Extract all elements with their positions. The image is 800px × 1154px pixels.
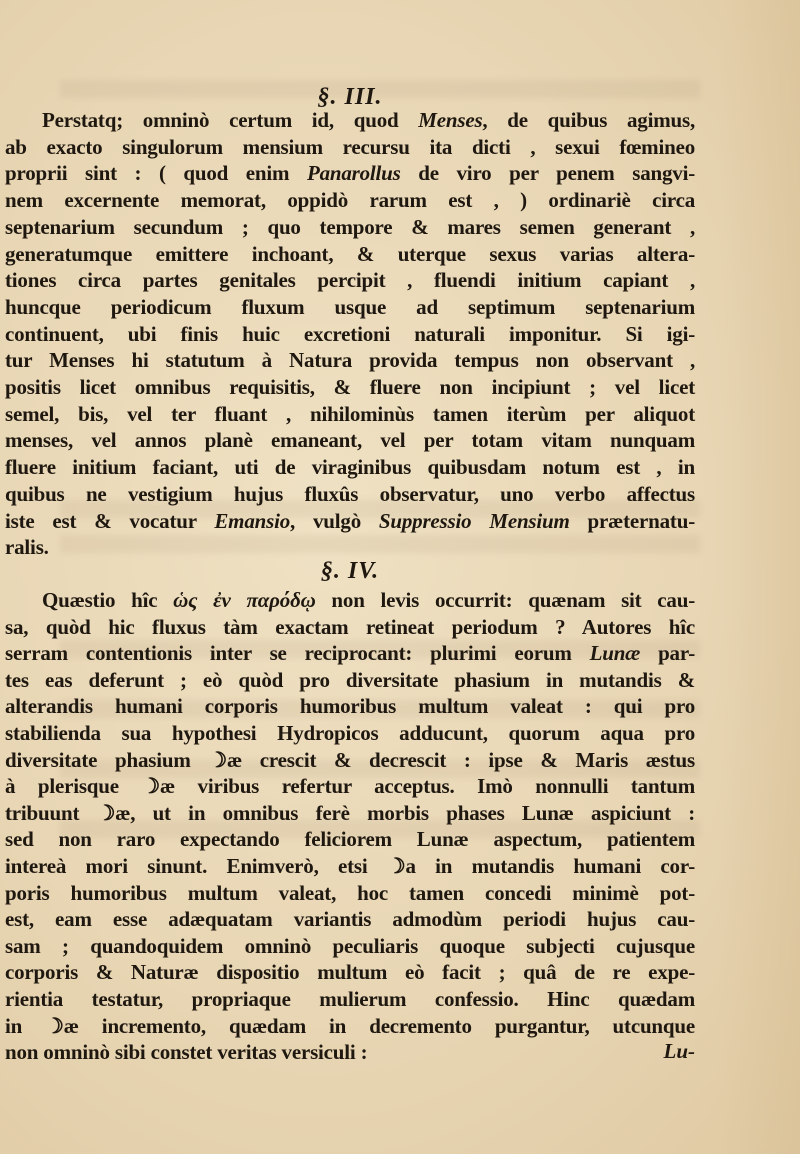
text-segment: de viro per penem sangvi- [400,161,695,186]
text-line [5,933,695,960]
text-line [5,959,695,986]
text-segment: alterandis humani corporis humoribus multum valeat : qui pro [5,694,695,719]
text-segment: tes eas deferunt ; eò quòd pro diversitate phasium in mutandis & [5,667,695,692]
text-line [5,321,695,348]
text-line [5,241,695,268]
text-line [5,508,695,535]
text-line [5,853,695,880]
text-line [5,294,695,321]
text-line [5,1013,695,1040]
text-line [5,800,695,827]
text-segment: stabilienda sua hypothesi Hydropicos adducunt, quorum aqua pro [5,721,695,745]
text-segment: iste est & vocatur [5,508,215,533]
text-segment: tur Menses hi statutum à Natura provida tempus non observant , [5,348,695,373]
section-heading-3: §. III. [317,84,383,110]
text-segment: sed non raro expectando feliciorem Lunæ aspectum, patientem [5,827,695,852]
text-line [5,906,695,933]
text-segment: fluere initium faciant, uti de viraginibus quibusdam notum est , in [5,455,695,480]
text-segment: rientia testatur, propriaque mulierum confessio. Hinc quædam [5,987,695,1011]
text-segment: proprii sint : ( quod enim [5,161,307,186]
text-line [5,640,695,667]
text-line [5,720,695,747]
text-segment: semel, bis, vel ter fluant , nihilominùs tamen iterùm per aliquot [5,401,695,426]
text-segment: par- [640,641,695,666]
text-line [5,187,695,214]
text-segment: serram contentionis inter se reciprocant: plurimi eorum [5,641,590,666]
catchword: Lu- [663,1039,695,1064]
text-line [5,401,695,428]
text-segment: diversitate phasium ☽æ crescit & decrescit : ipse & Maris æstus [5,747,695,772]
text-line [5,454,695,481]
text-segment: tribuunt ☽æ, ut in omnibus ferè morbis phases Lunæ aspiciunt : [5,800,695,825]
text-segment: præternatu- [569,508,695,533]
text-line [5,614,695,641]
text-segment: est, eam esse adæquatam variantis admodùm periodi hujus cau- [5,907,695,932]
text-line [5,667,695,694]
text-segment: , vulgò [290,508,379,533]
italic-text: Panarollus [306,161,401,186]
text-line [5,160,695,187]
text-segment: poris humoribus multum valeat, hoc tamen concedi minimè pot- [5,880,695,905]
text-line [42,107,695,134]
text-segment: Perstatq; omninò certum id, quod [42,108,419,132]
text-line [5,693,695,720]
text-line [5,880,695,907]
text-segment: corporis & Naturæ dispositio multum eò facit ; quâ de re expe- [5,960,695,985]
italic-text: Lunæ [589,641,641,666]
text-segment: menses, vel annos planè emaneant, vel per totam vitam nunquam [5,428,695,453]
text-line [5,374,695,401]
text-line [5,986,695,1013]
text-segment: ralis. [5,535,49,560]
text-segment: ab exacto singulorum mensium recursu ita dicti , sexui fœmineo [5,134,695,159]
text-segment: non levis occurrit: quænam sit cau- [315,588,695,612]
italic-text: Emansio [214,508,291,533]
text-segment: à plerisque ☽æ viribus refertur acceptus. Imò nonnulli tantum [5,774,695,799]
text-line [5,747,695,774]
text-segment: positis licet omnibus requisitis, & fluere non incipiunt ; vel licet [5,375,695,399]
text-line [5,427,695,454]
page-edge [718,0,800,1154]
italic-text: Suppressio Mensium [378,508,570,533]
text-line [5,267,695,294]
text-segment: non omninò sibi constet veritas versiculi : [5,1040,368,1065]
text-segment: Quæstio hîc [42,588,174,612]
text-line [5,214,695,241]
text-line [5,481,695,508]
text-segment: in ☽æ incremento, quædam in decremento purgantur, utcunque [5,1013,695,1038]
text-segment: , de quibus agimus, [482,108,695,132]
text-segment: sam ; quandoquidem omninò peculiaris quoque subjecti cujusque [5,933,695,958]
text-segment: nem excernente memorat, oppidò rarum est , ) ordinariè circa [5,188,695,213]
text-segment: tiones circa partes genitales percipit , fluendi initium capiant , [5,268,695,293]
italic-text: ὡς ἐν παρόδῳ [173,588,316,612]
text-line [5,347,695,374]
text-segment: intereà mori sinunt. Enimverò, etsi ☽a in mutandis humani cor- [5,854,695,878]
text-line [5,826,695,853]
section-heading-4: §. IV. [320,558,380,584]
text-segment: quibus ne vestigium hujus fluxûs observatur, uno verbo affectus [5,481,695,506]
text-segment: huncque periodicum fluxum usque ad septimum septenarium [5,294,695,319]
text-segment: generatumque emittere inchoant, & uterque sexus varias altera- [5,241,695,266]
text-line [5,1039,695,1066]
text-segment: septenarium secundum ; quo tempore & mares semen generant , [5,214,695,239]
text-segment: continuent, ubi finis huic excretioni naturali imponitur. Si igi- [5,321,695,346]
text-line [42,587,695,614]
text-line [5,773,695,800]
text-line [5,134,695,161]
italic-text: Menses [418,108,483,132]
text-segment: sa, quòd hic fluxus tàm exactam retineat periodum ? Autores hîc [5,614,695,639]
